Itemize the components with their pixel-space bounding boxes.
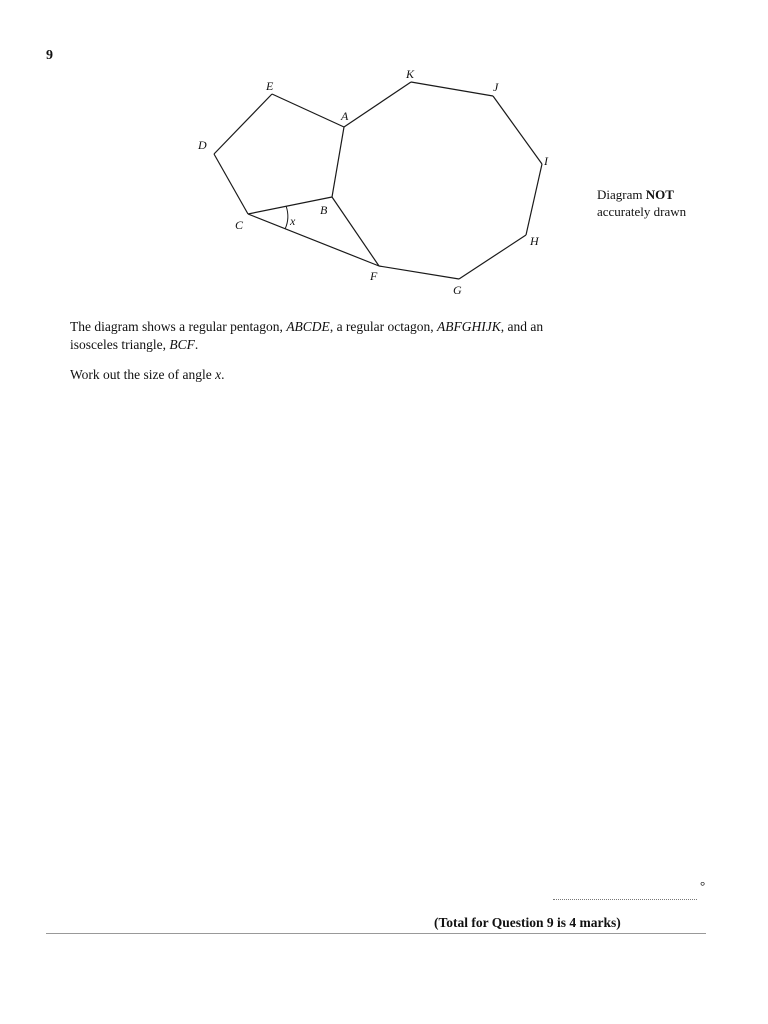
answer-unit-degree: ° xyxy=(700,878,706,893)
question-statement: The diagram shows a regular pentagon, ABCDE, a regular octagon, ABFGHIJK, and an isosceles triangle, BCF. xyxy=(70,319,544,352)
question-text xyxy=(70,318,670,396)
edge-BA xyxy=(332,127,344,197)
label-G: G xyxy=(453,283,462,297)
diagram-note-line1: Diagram NOT xyxy=(597,187,674,202)
label-A: A xyxy=(341,109,349,123)
answer-line[interactable] xyxy=(553,899,697,900)
edge-ED xyxy=(214,94,272,154)
edge-AE xyxy=(272,94,344,127)
label-H: H xyxy=(530,234,539,248)
question-number: 9 xyxy=(46,48,53,63)
diagram-not-to-scale-note xyxy=(597,186,686,220)
diagram-note-not: NOT xyxy=(645,187,674,202)
label-C: C xyxy=(235,218,244,232)
edge-KJ xyxy=(411,82,493,96)
bottom-divider xyxy=(46,933,706,934)
label-F: F xyxy=(370,269,378,283)
label-I: I xyxy=(544,154,548,168)
edge-DC xyxy=(214,154,248,214)
label-J: J xyxy=(493,80,499,94)
angle-x-arc xyxy=(285,206,288,228)
edge-CF xyxy=(248,214,379,266)
edge-AK xyxy=(344,82,411,127)
label-K: K xyxy=(406,67,415,81)
question-instruction: Work out the size of angle x. xyxy=(70,367,225,382)
diagram-note-line2: accurately drawn xyxy=(597,204,687,219)
edge-GF xyxy=(379,266,459,279)
total-marks: (Total for Question 9 is 4 marks) xyxy=(434,915,621,930)
label-E: E xyxy=(266,79,274,93)
edge-FB xyxy=(332,197,379,266)
label-x: x xyxy=(290,214,296,228)
label-B: B xyxy=(320,203,328,217)
label-D: D xyxy=(198,138,207,152)
edge-JI xyxy=(493,96,542,164)
geometry-diagram xyxy=(0,0,768,310)
edge-IH xyxy=(526,164,542,235)
edge-HG xyxy=(459,235,526,279)
